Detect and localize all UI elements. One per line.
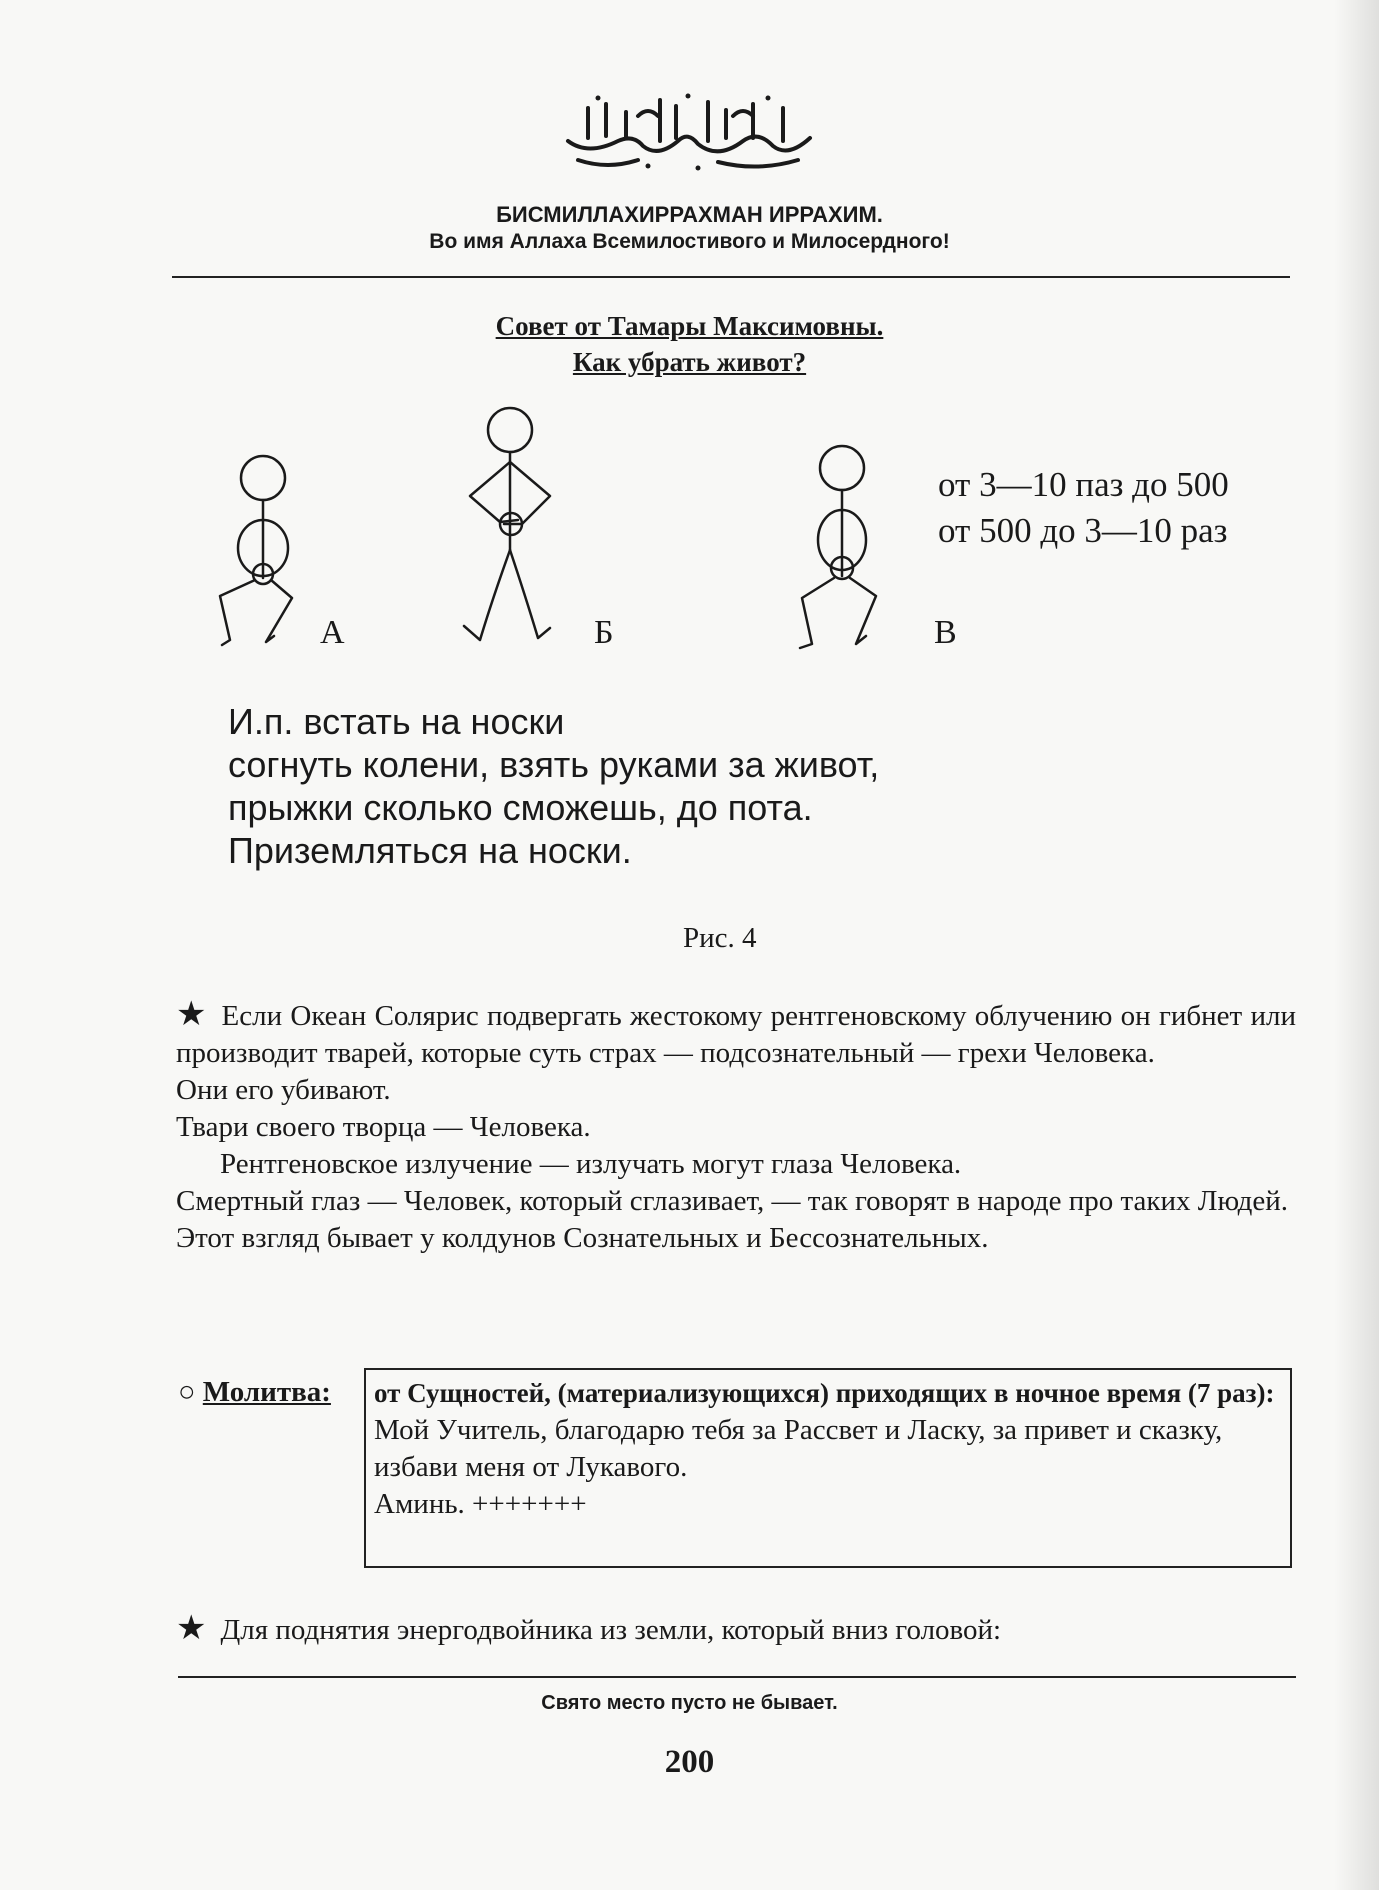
paragraph-text: Твари своего творца — Человека. [176, 1111, 591, 1143]
advice-title [0, 308, 1379, 380]
star-icon: ★ [176, 1610, 207, 1647]
header-transliteration: БИСМИЛЛАХИРРАХМАН ИРРАХИМ. [496, 202, 883, 227]
page-number: 200 [664, 1744, 715, 1780]
footer-proverb: Свято место пусто не бывает. [541, 1692, 838, 1714]
paragraph-text: Если Океан Солярис подвергать жестокому рентгеновскому облучению он гибнет или производит тварей, которые суть страх — подсознательный — грехи Человека. [176, 1000, 1296, 1069]
prayer-body: Мой Учитель, благодарю тебя за Рассвет и Ласку, за привет и сказку, избави меня от Лукавого. [374, 1414, 1223, 1483]
advice-title-line2: Как убрать живот? [572, 347, 807, 377]
paragraph-text: Рентгеновское излучение — излучать могут глаза Человека. [220, 1148, 962, 1180]
prayer-box [364, 1368, 1292, 1568]
header-translation: Во имя Аллаха Всемилостивого и Милосердного! [429, 230, 950, 253]
instruction-line: согнуть колени, взять руками за живот, [228, 744, 880, 785]
solaris-paragraph [176, 996, 1296, 1257]
star-icon: ★ [176, 996, 208, 1033]
instruction-line: И.п. встать на носки [228, 701, 565, 742]
energy-double-text: Для поднятия энергодвойника из земли, который вниз головой: [220, 1614, 1002, 1646]
instruction-line: Приземляться на носки. [228, 830, 632, 871]
instruction-line: прыжки сколько сможешь, до пота. [228, 787, 813, 828]
figure-caption: Рис. 4 [683, 922, 757, 954]
advice-title-line1: Совет от Тамары Максимовны. [495, 311, 884, 341]
figure-label-a: А [320, 614, 345, 651]
energy-double-line [176, 1608, 1296, 1648]
prayer-amen: Аминь. +++++++ [374, 1488, 587, 1520]
paragraph-text: Они его убивают. [176, 1074, 391, 1106]
repetitions-line2: от 500 до 3—10 раз [938, 511, 1228, 550]
repetitions-note [938, 462, 1229, 554]
paragraph-text: Этот взгляд бывает у колдунов Сознательных и Бессознательных. [176, 1222, 989, 1254]
top-divider [172, 276, 1290, 278]
figure-label-v: В [934, 614, 957, 651]
exercise-instructions [228, 700, 879, 872]
figure-label-b: Б [594, 614, 614, 651]
figure-a [220, 456, 292, 645]
bottom-divider [178, 1676, 1296, 1678]
prayer-label [178, 1376, 331, 1409]
page-edge-shadow [1334, 0, 1379, 1890]
prayer-heading: от Сущностей, (материализующихся) приходящих в ночное время (7 раз): [374, 1378, 1275, 1408]
prayer-label-text: Молитва: [202, 1376, 331, 1408]
circle-bullet-icon: ○ [178, 1376, 196, 1408]
repetitions-line1: от 3—10 паз до 500 [938, 465, 1229, 504]
basmala-calligraphy [548, 86, 828, 176]
figure-b [464, 408, 550, 640]
figure-v [800, 446, 876, 648]
paragraph-text: Смертный глаз — Человек, который сглазивает, — так говорят в народе про таких Людей. [176, 1185, 1289, 1217]
